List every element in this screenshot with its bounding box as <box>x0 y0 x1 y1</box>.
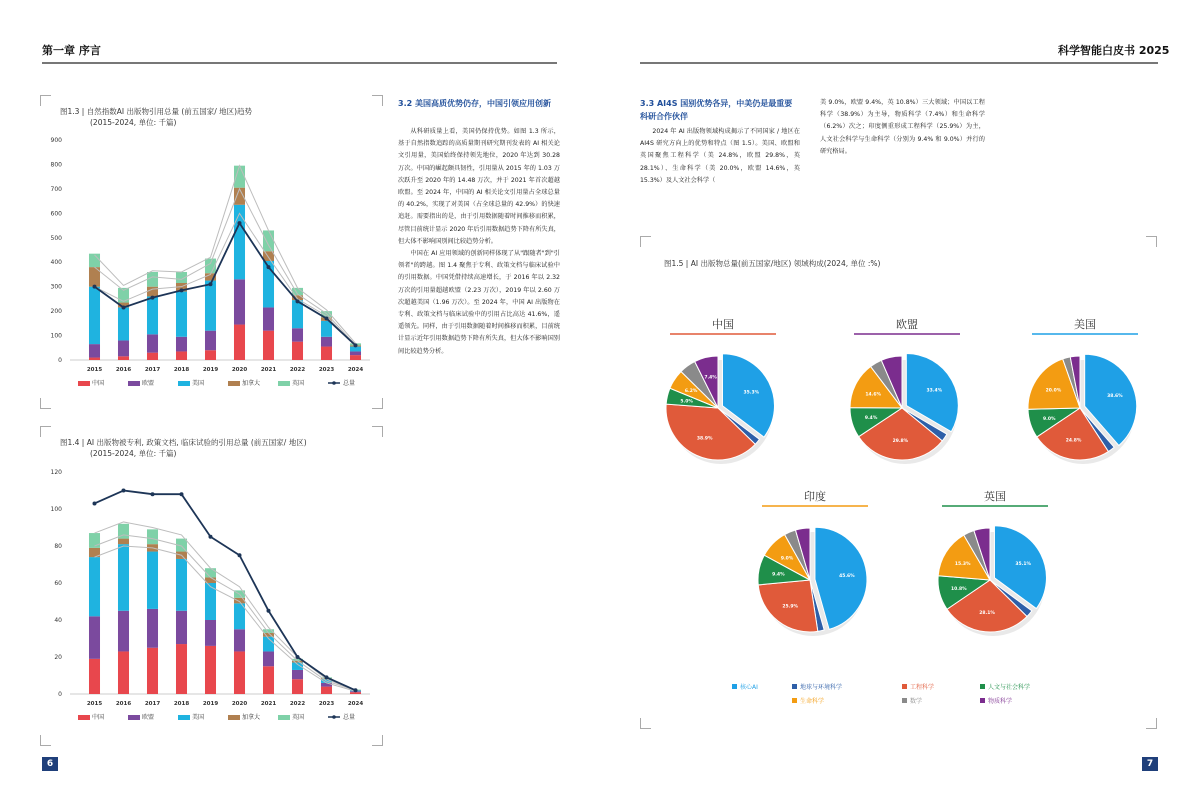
pie-legend-swatch <box>980 684 985 689</box>
right-header-rule <box>640 62 1158 64</box>
bar-欧盟 <box>263 651 274 666</box>
x-tick-label: 2024 <box>347 367 364 373</box>
pie-title-英国: 英国 <box>984 490 1006 503</box>
x-tick-label: 2022 <box>289 367 306 373</box>
y-tick-label: 100 <box>50 506 62 513</box>
pie-data-label: 14.6% <box>865 392 881 398</box>
total-point <box>209 535 213 539</box>
total-line <box>95 223 356 345</box>
x-tick-label: 2018 <box>173 367 190 373</box>
bar-欧盟 <box>147 334 158 352</box>
bar-欧盟 <box>350 351 361 355</box>
left-section-body <box>398 126 560 358</box>
pie-title-美国: 美国 <box>1074 318 1096 331</box>
legend-swatch-加拿大 <box>228 381 240 386</box>
legend-label: 总量 <box>343 714 356 721</box>
right-page-number: 7 <box>1142 757 1158 771</box>
paragraph-continued: 美 9.0%，欧盟 9.4%，英 10.8%）三大领域；中国以工程科学（38.9%）为主导，物质科学（7.4%）和生命科学（6.2%）次之；印度侧重形成工程科学（25.9%）为主，人文社会科学与生命科学（分别为 9.4% 和 9.0%）并行的研究格局。 <box>820 99 985 155</box>
x-tick-label: 2021 <box>260 367 277 373</box>
bar-欧盟 <box>205 620 216 646</box>
paragraph: 2024 年 AI 出版物领域构成揭示了不同国家 / 地区在 AI4S 研究方向上的优势和特点（图 1.5）。美国、欧盟和英国聚焦工程科学（美 24.8%，欧盟 29.8%，英 28.1%）、生命科学（美 20.0%，欧盟 14.6%，英 15.3%）及人文社会科学（ <box>640 128 800 184</box>
total-point <box>122 305 126 309</box>
bar-加拿大 <box>147 287 158 297</box>
bar-加拿大 <box>263 251 274 261</box>
bar-中国 <box>89 358 100 360</box>
right-section-title: 3.3 AI4S 国别优势各异，中美仍是最重要科研合作伙伴 <box>640 99 793 121</box>
pie-title-中国: 中国 <box>712 318 734 331</box>
bar-中国 <box>350 692 361 694</box>
bar-中国 <box>263 331 274 360</box>
bar-中国 <box>234 651 245 694</box>
total-point <box>354 688 358 692</box>
left-header: 第一章 序言 <box>42 44 101 57</box>
total-point <box>325 316 329 320</box>
fig13-chart <box>40 130 380 400</box>
legend-label: 美国 <box>192 380 205 387</box>
bar-加拿大 <box>118 539 129 545</box>
legend-label: 欧盟 <box>142 714 155 721</box>
pie-legend-swatch <box>902 698 907 703</box>
x-tick-label: 2017 <box>144 701 161 707</box>
pie-data-label: 45.6% <box>839 573 855 579</box>
bar-中国 <box>321 687 332 694</box>
bar-欧盟 <box>89 616 100 659</box>
legend-label: 加拿大 <box>242 380 261 387</box>
total-point <box>325 675 329 679</box>
left-section-title: 3.2 美国高质优势仍存，中国引领应用创新 <box>398 99 551 108</box>
pie-legend-swatch <box>732 684 737 689</box>
bar-欧盟 <box>176 337 187 352</box>
bar-中国 <box>234 325 245 360</box>
total-point <box>180 492 184 496</box>
bar-中国 <box>89 659 100 694</box>
bar-中国 <box>205 646 216 694</box>
bar-欧盟 <box>234 629 245 651</box>
right-section-body-col2 <box>820 97 985 158</box>
y-tick-label: 700 <box>50 185 62 193</box>
legend-label: 欧盟 <box>142 380 155 387</box>
pie-data-label: 33.4% <box>926 388 943 394</box>
pie-data-label: 15.3% <box>954 561 971 567</box>
legend-label: 中国 <box>92 380 105 387</box>
bar-美国 <box>234 205 245 280</box>
y-tick-label: 800 <box>50 161 62 169</box>
y-tick-label: 120 <box>50 469 62 476</box>
bar-英国 <box>147 272 158 287</box>
bar-欧盟 <box>263 307 274 330</box>
total-point <box>151 296 155 300</box>
bar-欧盟 <box>118 340 129 356</box>
bar-欧盟 <box>176 611 187 644</box>
pie-data-label: 6.2% <box>684 389 698 395</box>
total-point <box>151 492 155 496</box>
y-tick-label: 100 <box>50 332 62 340</box>
total-point <box>354 343 358 347</box>
legend-label: 加拿大 <box>242 714 261 721</box>
bar-美国 <box>321 321 332 337</box>
frame-corner <box>640 236 651 247</box>
bar-中国 <box>118 356 129 360</box>
bar-欧盟 <box>321 337 332 347</box>
paragraph: 中国在 AI 应用领域的创新同样体现了从"跟随者"到"引领者"的跨越。图 1.4 聚焦于专利、政策文档与临床试验中的引用数据。中国凭借持续高速增长，于 2016 年以 2.32 万次的引用量超越欧盟（2.23 万次），2019 年以 2.60 万次超越美国（1.96 万次）。至 2024 年，中国 AI 出版物在专利、政策文档与临床试验中的引用占比高达 41.6%，遥遥领先。同样，由于引用数据随着时间推移而积累，目前统计显示近年引用数据趋势下降有所失真，但大体不影响国别间比较趋势分析。 <box>398 250 560 355</box>
pie-data-label: 9.0% <box>1043 416 1056 422</box>
pie-data-label: 29.8% <box>892 439 909 445</box>
pie-data-label: 35.3% <box>743 390 760 396</box>
pie-legend-label: 核心AI <box>740 684 758 691</box>
pie-data-label: 38.9% <box>696 436 713 442</box>
fig15-chart <box>640 300 1160 720</box>
frame-corner <box>40 95 51 106</box>
pie-legend-swatch <box>902 684 907 689</box>
left-header-rule <box>42 62 557 64</box>
legend-label: 英国 <box>292 714 305 721</box>
x-tick-label: 2017 <box>144 367 161 373</box>
pie-title-印度: 印度 <box>804 490 826 503</box>
pie-data-label: 24.8% <box>1065 438 1082 444</box>
y-tick-label: 400 <box>50 259 62 267</box>
bar-欧盟 <box>321 683 332 687</box>
x-tick-label: 2022 <box>289 701 306 707</box>
total-point <box>180 288 184 292</box>
x-tick-label: 2020 <box>231 367 248 373</box>
total-point <box>267 265 271 269</box>
x-tick-label: 2023 <box>318 701 335 707</box>
bar-欧盟 <box>292 328 303 341</box>
bar-美国 <box>89 287 100 344</box>
x-tick-label: 2019 <box>202 701 219 707</box>
pie-data-label: 5.0% <box>680 399 693 405</box>
legend-label: 总量 <box>343 380 356 387</box>
overlay-line <box>95 535 356 690</box>
total-point <box>238 221 242 225</box>
legend-swatch-美国 <box>178 715 190 720</box>
pie-legend-swatch <box>792 684 797 689</box>
fig13-title: 图1.3 | 自然指数AI 出版物引用总量 (前五国家/ 地区)趋势 (2015-2024, 单位: 千篇) <box>60 107 253 127</box>
fig15-title: 图1.5 | AI 出版物总量(前五国家/地区) 领域构成(2024, 单位 :%) <box>664 259 881 268</box>
left-page-number: 6 <box>42 757 58 771</box>
bar-美国 <box>176 292 187 337</box>
pie-data-label: 25.9% <box>782 604 798 610</box>
bar-欧盟 <box>147 609 158 648</box>
bar-美国 <box>147 552 158 609</box>
bar-中国 <box>263 666 274 694</box>
pie-legend-label: 物质科学 <box>988 698 1013 705</box>
right-header: 科学智能白皮书 2025 <box>1058 44 1170 57</box>
bar-中国 <box>176 644 187 694</box>
total-point <box>209 282 213 286</box>
frame-corner <box>40 426 51 437</box>
bar-英国 <box>263 230 274 251</box>
total-line <box>95 491 356 691</box>
x-tick-label: 2016 <box>115 367 132 373</box>
frame-corner <box>1146 236 1157 247</box>
y-tick-label: 600 <box>50 210 62 218</box>
x-tick-label: 2020 <box>231 701 248 707</box>
bar-美国 <box>234 603 245 629</box>
x-tick-label: 2015 <box>86 701 103 707</box>
legend-swatch-欧盟 <box>128 715 140 720</box>
legend-label: 英国 <box>292 380 305 387</box>
pie-data-label: 10.8% <box>951 587 967 593</box>
legend-swatch-英国 <box>278 715 290 720</box>
total-point <box>93 501 97 505</box>
fig14-title: 图1.4 | AI 出版物被专利, 政策文档, 临床试验的引用总量 (前五国家/ 地区) (2015-2024, 单位: 千篇) <box>60 438 307 458</box>
bar-中国 <box>118 651 129 694</box>
bar-美国 <box>118 307 129 340</box>
legend-label: 美国 <box>192 714 205 721</box>
overlay-line <box>95 522 356 690</box>
bar-中国 <box>292 342 303 360</box>
y-tick-label: 900 <box>50 137 62 144</box>
legend-swatch-英国 <box>278 381 290 386</box>
total-point <box>122 489 126 493</box>
paragraph: 从科研质量上看，美国仍保持优势。如图 1.3 所示，基于自然指数追踪的高质量期刊研究期刊发表的 AI 相关论文引用量，美国始终保持领先地位，2020 年达到 30.28 万次。中国的崛起颇具韧性，引用量从 2015 年的 1.03 万次跃升至 2020 年的 14.48 万次，并于 2021 年首次超越欧盟。至 2024 年，中国的 AI 相关论文引用量占全球总量的 40.2%，实现了对美国（占全球总量的 42.9%）的快速追赶。需要指出的是，由于引用数据随着时间推移而积累，尽管目前统计显示 2020 年后引用数据趋势下降有所失真，但大体不影响国别间比较趋势分析。 <box>398 128 560 245</box>
bar-英国 <box>89 254 100 267</box>
x-tick-label: 2018 <box>173 701 190 707</box>
pie-legend-label: 数学 <box>910 698 923 705</box>
pie-legend-swatch <box>980 698 985 703</box>
fig14-chart <box>40 462 380 740</box>
pie-data-label: 9.0% <box>780 556 794 562</box>
total-point <box>296 299 300 303</box>
bar-欧盟 <box>205 331 216 351</box>
total-point <box>296 655 300 659</box>
pie-data-label: 35.1% <box>1015 562 1032 568</box>
frame-corner <box>372 426 383 437</box>
pie-data-label: 28.1% <box>979 611 995 617</box>
pie-data-label: 9.4% <box>864 416 878 422</box>
y-tick-label: 80 <box>54 543 62 550</box>
legend-swatch-total-dot <box>332 381 336 385</box>
bar-中国 <box>176 351 187 360</box>
y-tick-label: 20 <box>54 654 62 661</box>
bar-中国 <box>292 679 303 694</box>
x-tick-label: 2015 <box>86 367 103 373</box>
x-tick-label: 2021 <box>260 701 277 707</box>
y-tick-label: 0 <box>58 691 62 698</box>
x-tick-label: 2024 <box>347 701 364 707</box>
pie-legend-label: 地球与环境科学 <box>800 684 843 691</box>
pie-legend-label: 生命科学 <box>800 698 825 705</box>
y-tick-label: 200 <box>50 308 62 316</box>
pie-legend-label: 工程科学 <box>910 684 935 691</box>
bar-美国 <box>205 281 216 331</box>
legend-swatch-total-dot <box>332 715 336 719</box>
pie-data-label: 38.6% <box>1107 393 1123 399</box>
y-tick-label: 500 <box>50 234 62 242</box>
bar-英国 <box>147 529 158 544</box>
y-tick-label: 60 <box>54 580 62 587</box>
pie-data-label: 7.4% <box>704 375 717 381</box>
bar-美国 <box>118 544 129 611</box>
pie-title-欧盟: 欧盟 <box>896 318 918 331</box>
bar-欧盟 <box>118 611 129 652</box>
bar-欧盟 <box>89 344 100 357</box>
legend-label: 中国 <box>92 714 105 721</box>
pie-legend-swatch <box>792 698 797 703</box>
bar-欧盟 <box>234 279 245 324</box>
total-point <box>93 285 97 289</box>
x-tick-label: 2016 <box>115 701 132 707</box>
bar-欧盟 <box>292 670 303 679</box>
bar-中国 <box>350 355 361 360</box>
right-section-body-col1 <box>640 126 800 218</box>
legend-swatch-中国 <box>78 715 90 720</box>
legend-swatch-美国 <box>178 381 190 386</box>
y-tick-label: 40 <box>54 617 62 624</box>
legend-swatch-加拿大 <box>228 715 240 720</box>
pie-data-label: 9.4% <box>772 572 785 578</box>
x-tick-label: 2019 <box>202 367 219 373</box>
bar-中国 <box>205 350 216 360</box>
bar-美国 <box>147 296 158 334</box>
total-point <box>238 553 242 557</box>
total-point <box>267 609 271 613</box>
legend-swatch-欧盟 <box>128 381 140 386</box>
y-tick-label: 0 <box>58 357 62 364</box>
pie-data-label: 20.0% <box>1045 388 1062 394</box>
x-tick-label: 2023 <box>318 367 335 373</box>
bar-中国 <box>147 648 158 694</box>
pie-legend-label: 人文与社会科学 <box>988 684 1031 691</box>
bar-中国 <box>147 353 158 360</box>
frame-corner <box>372 95 383 106</box>
bar-美国 <box>89 557 100 616</box>
bar-美国 <box>176 559 187 611</box>
bar-中国 <box>321 347 332 360</box>
y-tick-label: 300 <box>50 283 62 291</box>
legend-swatch-中国 <box>78 381 90 386</box>
